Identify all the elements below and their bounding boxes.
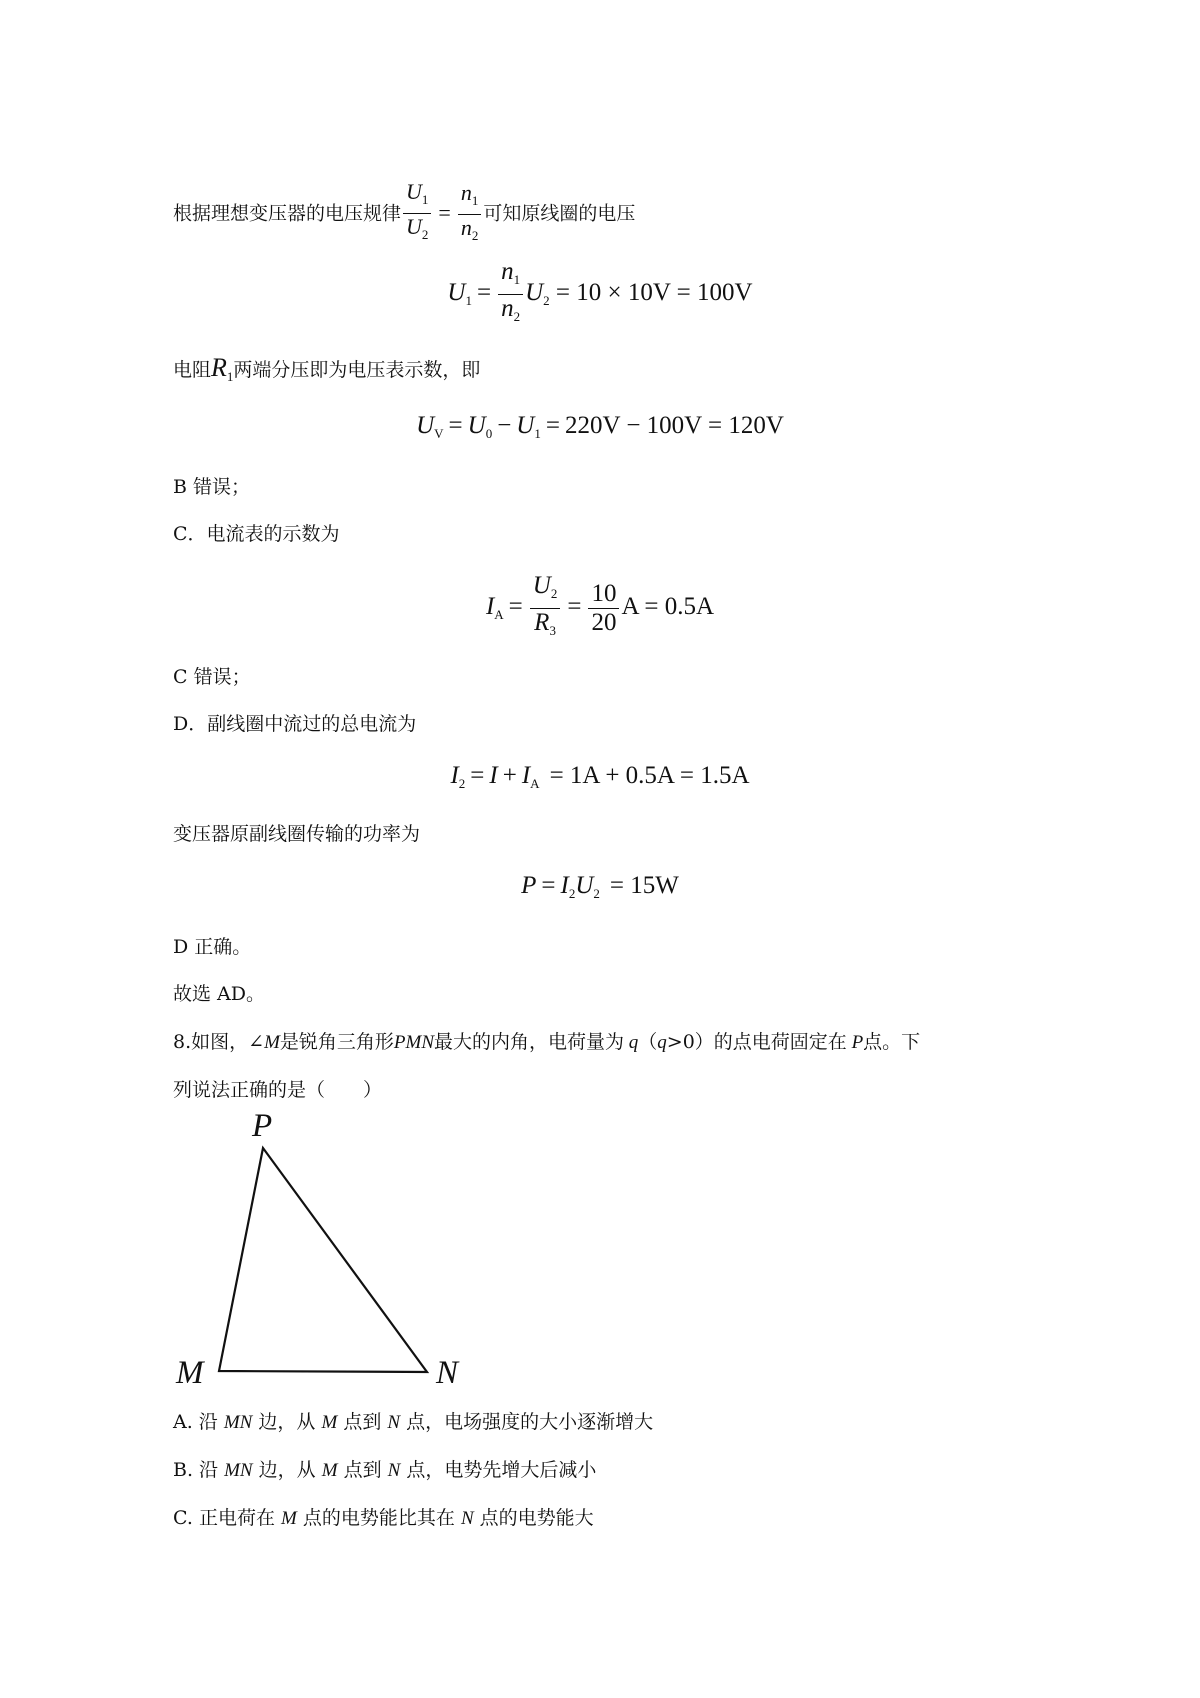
text-power-head: 变压器原副线圈传输的功率为 [173, 823, 421, 845]
equation-u1: $U_1$ = $\frac{n_1}{n_2}$ $U_2 = 10 \times 10V = 100V$ [0, 258, 1200, 331]
option-b: B. 沿 MN 边，从 M 点到 N 点，电势先增大后减小 [173, 1459, 597, 1481]
text-b-wrong: B 错误； [173, 476, 251, 498]
label-n: N [436, 1355, 459, 1391]
question-8-line2: 列说法正确的是（ ） [173, 1079, 383, 1101]
option-a: A. 沿 MN 边，从 M 点到 N 点，电场强度的大小逐渐增大 [173, 1411, 654, 1433]
text: 根据理想变压器的电压规律 [173, 202, 402, 225]
equation-power: $P = I_2U_2 = 15W$ [521, 872, 679, 901]
equation-uv: $U_V = U_0 - U_1 = 220V - 100V = 120V$ [416, 412, 784, 441]
fraction-n1-n2: $\frac{n_1}{n_2}$ [498, 258, 523, 331]
text: 可知原线圈的电压 [483, 202, 636, 225]
text-c-head: C．电流表的示数为 [173, 523, 340, 545]
text-answer: 故选 AD。 [173, 983, 265, 1005]
fraction-u2-r3: $\frac{U_2}{R_3}$ [530, 572, 561, 645]
fraction-10-20: $\frac{10}{20}$ [588, 580, 619, 637]
text-d-head: D．副线圈中流过的总电流为 [173, 713, 417, 735]
option-c: C. 正电荷在 M 点的电势能比其在 N 点的电势能大 [173, 1507, 594, 1529]
label-p: P [252, 1108, 273, 1144]
fraction-n1-n2: $\frac{n_1}{n_2}$ [458, 180, 482, 249]
question-8-line1: 8.如图，∠M是锐角三角形PMN最大的内角，电荷量为 q（q>0）的点电荷固定在 P点。下 [173, 1031, 921, 1053]
text-voltage-rule: 根据理想变压器的电压规律 $\frac{U_1}{U_2}$ = $\frac{n_1}{n_2}$ 可知原线圈的电压 [173, 180, 635, 249]
text-c-wrong: C 错误； [173, 666, 251, 688]
text-d-right: D 正确。 [173, 936, 252, 958]
triangle-pmn [219, 1148, 427, 1372]
equation-rest: = 10 × 10V = 100V [555, 279, 753, 307]
equation-ia: $I_A$ = $\frac{U_2}{R_3}$ = $\frac{10}{20}$ A = 0.5A [0, 572, 1200, 645]
equation-i2: $I_2 = I + I_A = 1A + 0.5A = 1.5A$ [450, 762, 750, 791]
label-m: M [176, 1355, 204, 1391]
text-resistor: 电阻$R_1$两端分压即为电压表示数，即 [173, 353, 481, 384]
fraction-u1-u2: $\frac{U_1}{U_2}$ [403, 179, 431, 248]
